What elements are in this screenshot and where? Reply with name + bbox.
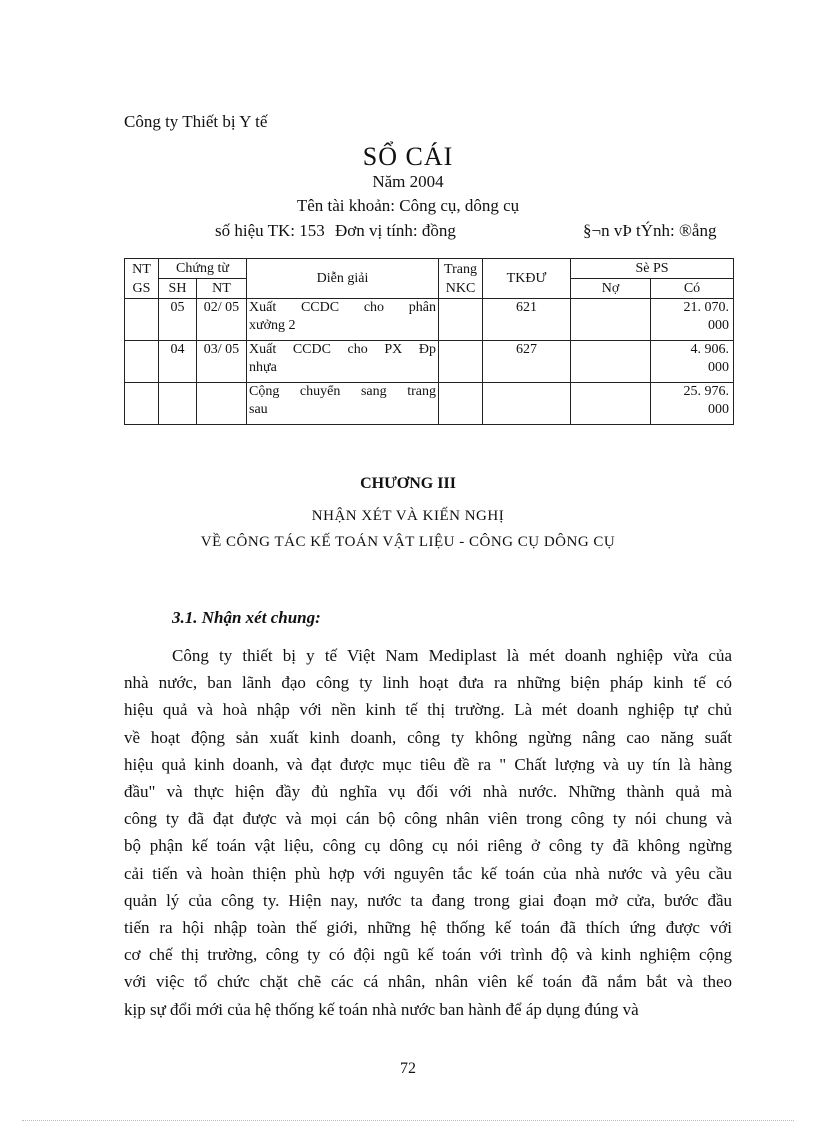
header-nt: NT [197, 279, 247, 299]
cell-description [247, 341, 439, 383]
amount-line: 4. 906. [690, 342, 730, 357]
page-bottom-border [22, 1120, 794, 1121]
cell-no [571, 341, 651, 383]
header-so-ps: Sè PS [571, 259, 734, 279]
account-name: Tên tài khoản: Công cụ, dông cụ [296, 196, 520, 215]
cell-ntgs [125, 383, 159, 425]
cell-co [651, 383, 734, 425]
page-number: 72 [400, 1060, 416, 1077]
cell-ntgs [125, 341, 159, 383]
amount-line: 000 [708, 360, 730, 375]
paragraph-line: cải tiến và hoàn thiện phù hợp với nguyên tắc kế toán của nhà nước và yêu cầu [124, 863, 732, 883]
description-line: xưởng 2 [249, 318, 296, 333]
header-no: Nợ [571, 279, 651, 299]
amount-line: 25. 976. [683, 384, 730, 399]
paragraph-line: hiệu quả và hoà nhập với nền kinh tế thị trường. Là mét doanh nghiệp tự chủ [124, 700, 732, 720]
section-heading: 3.1. Nhận xét chung: [172, 608, 321, 627]
paragraph-line: quản lý của công ty. Hiện nay, nước ta đang trong giai đoạn mở cửa, bước đầu [124, 890, 732, 910]
cell-sh: 04 [159, 341, 197, 383]
paragraph-line: cơ chế thị trường, công ty có đội ngũ kế toán với trình độ và kinh nghiệm cộng [124, 945, 732, 965]
cell-description [247, 299, 439, 341]
cell-no [571, 299, 651, 341]
header-trang-nkc: Trang NKC [439, 259, 483, 299]
cell-co [651, 341, 734, 383]
amount-line: 000 [708, 318, 730, 333]
paragraph-line: nhà nước, ban lãnh đạo công ty linh hoạt đưa ra những biện pháp kinh tế có [124, 673, 732, 693]
body-paragraph [124, 642, 732, 1023]
cell-tkdu: 627 [483, 341, 571, 383]
table-row [125, 299, 734, 341]
ledger-title: SỔ CÁI [362, 142, 454, 171]
cell-sh [159, 383, 197, 425]
paragraph-line: tiến ra hội nhập toàn thế giới, những hệ thống kế toán đã thích ứng được với [124, 918, 732, 938]
paragraph-line: công ty đã đạt được và mọi cán bộ công nhân viên trong công ty nói chung và [124, 809, 732, 829]
unit-label: Đơn vị tính: đồng [335, 221, 456, 240]
cell-tkdu: 621 [483, 299, 571, 341]
ledger-table [124, 258, 734, 425]
description-line: nhựa [249, 360, 277, 375]
cell-nt [197, 383, 247, 425]
cell-trang [439, 383, 483, 425]
company-name: Công ty Thiết bị Y tế [124, 112, 268, 131]
ledger-year: Năm 2004 [372, 172, 444, 191]
paragraph-line: đầu" và thực hiện đầy đủ nghĩa vụ đối với nhà nước. Những thành quả mà [124, 782, 732, 802]
cell-trang [439, 341, 483, 383]
cell-sh: 05 [159, 299, 197, 341]
header-co: Có [651, 279, 734, 299]
cell-co [651, 299, 734, 341]
paragraph-line: về hoạt động sản xuất kinh doanh, công ty không ngừng nâng cao năng suất [124, 727, 732, 747]
table-row [125, 383, 734, 425]
chapter-title: CHƯƠNG III [360, 475, 456, 492]
header-sh: SH [159, 279, 197, 299]
description-line: sau [249, 402, 268, 417]
cell-no [571, 383, 651, 425]
description-line: Xuất CCDC cho PX Đp [249, 342, 436, 357]
header-dien-giai: Diễn giải [247, 259, 439, 299]
header-tkdu: TKĐƯ [483, 259, 571, 299]
cell-tkdu [483, 383, 571, 425]
header-chung-tu: Chứng từ [159, 259, 247, 279]
table-row [125, 341, 734, 383]
description-line: Xuất CCDC cho phân [249, 300, 436, 315]
cell-description [247, 383, 439, 425]
paragraph-line: kịp sự đổi mới của hệ thống kế toán nhà nước ban hành để áp dụng đúng và [124, 999, 639, 1019]
amount-line: 000 [708, 402, 730, 417]
description-line: Cộng chuyển sang trang [249, 384, 436, 399]
cell-nt: 02/ 05 [197, 299, 247, 341]
cell-nt: 03/ 05 [197, 341, 247, 383]
paragraph-line: hiệu quả kinh doanh, và đạt được mục tiêu đề ra " Chất lượng và uy tín là hàng [124, 754, 732, 774]
paragraph-line: với việc tổ chức chặt chẽ các cá nhân, nhân viên kế toán đã nắm bắt và theo [124, 972, 732, 992]
chapter-subtitle-line-2: VỀ CÔNG TÁC KẾ TOÁN VẬT LIỆU - CÔNG CỤ DÔNG CỤ [200, 534, 616, 550]
cell-trang [439, 299, 483, 341]
paragraph-line: bộ phận kế toán vật liệu, công cụ dông cụ nói riêng ở công ty đã không ngừng [124, 836, 732, 856]
chapter-subtitle-line-1: NHẬN XÉT VÀ KIẾN NGHỊ [311, 508, 505, 524]
account-code: số hiệu TK: 153 [215, 221, 325, 240]
amount-line: 21. 070. [683, 300, 730, 315]
paragraph-line: Công ty thiết bị y tế Việt Nam Mediplast là mét doanh nghiệp vừa của [172, 646, 732, 665]
cell-ntgs [125, 299, 159, 341]
header-nt-gs: NT GS [125, 259, 159, 299]
unit-label-garbled: §¬n vÞ tÝnh: ®ång [583, 221, 717, 240]
